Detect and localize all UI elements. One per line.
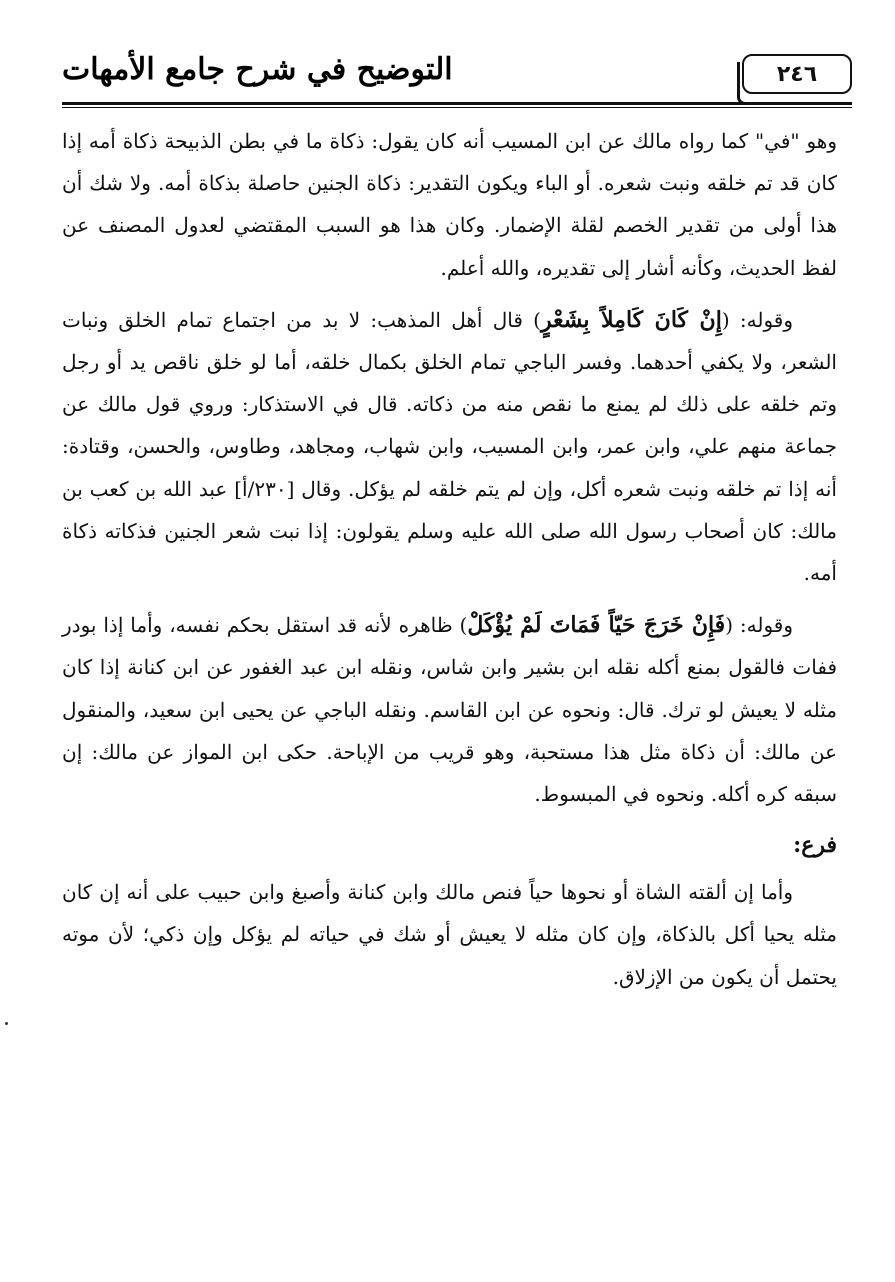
paragraph-text: ) قال أهل المذهب: لا بد من اجتماع تمام الخلق ونبات الشعر، ولا يكفي أحدهما. وفسر الباجي تمام الخلق بكمال خلقه، أما لو خلق ناقص يد أو رجل وتم خلقه على ذلك لم يمنع ما نقص منه من ذكاته. قال في الاستذكار: وروي قول مالك عن جماعة منهم علي، وابن عمر، وابن المسيب، وابن شهاب، ومجاهد، وطاوس، والحسن، وقتادة: أنه إذا تم خلقه ونبت شعره أكل، وإن لم يتم خلقه لم يؤكل. وقال [٢٣٠/أ] عبد الله بن كعب بن مالك: كان أصحاب رسول الله صلى الله عليه وسلم يقولون: إذا نبت شعر الجنين فذكاته ذكاة أمه.	[62, 307, 837, 586]
matn-quote: إِنْ كَانَ كَامِلاً بِشَعْرٍ	[540, 306, 722, 333]
scan-speck	[5, 1022, 8, 1025]
paragraph: وأما إن ألقته الشاة أو نحوها حياً فنص مالك وابن كنانة وأصبغ وابن حبيب على أنه إن كان مثله يحيا أكل بالذكاة، وإن كان مثله لا يعيش أو شك في حياته لم يؤكل وإن ذكي؛ لأن موته يحتمل أن يكون من الإزلاق.	[62, 880, 837, 989]
paragraph-lead: وقوله: (	[721, 307, 794, 332]
paragraph: وهو "في" كما رواه مالك عن ابن المسيب أنه كان يقول: ذكاة ما في بطن الذبيحة ذكاة أمه إذا كان قد تم خلقه ونبت شعره. أو الباء ويكون التقدير: ذكاة الجنين حاصلة بذكاة أمه. ولا شك أن هذا أولى من تقدير الخصم لقلة الإضمار. وكان هذا هو السبب المقتضي لعدول المصنف عن لفظ الحديث، وكأنه أشار إلى تقديره، والله أعلم.	[62, 129, 837, 280]
page-number: ٢٤٦	[742, 54, 852, 94]
paragraph-text: ) ظاهره لأنه قد استقل بحكم نفسه، وأما إذا بودر ففات فالقول بمنع أكله نقله ابن بشير وابن شاس، ونقله ابن عبد الغفور عن ابن كنانة إذا كان مثله لا يعيش لو ترك. قال: ونحوه عن ابن القاسم. ونقله الباجي عن يحيى ابن سعيد، والمنقول عن مالك: أن ذكاة مثل هذا مستحبة، وهو قريب من الإباحة. حكى ابن المواز عن مالك: إن سبقه كره أكله. ونحوه في المبسوط.	[62, 613, 837, 807]
running-title: التوضيح في شرح جامع الأمهات	[62, 52, 453, 87]
page-header	[62, 48, 852, 104]
matn-quote: فَإِنْ خَرَجَ حَيّاً فَمَاتَ لَمْ يُؤْكَلْ	[467, 612, 726, 639]
header-rule-thin	[62, 107, 852, 108]
page-body	[62, 120, 837, 1008]
paragraph-lead: وقوله: (	[725, 613, 794, 638]
header-rule	[62, 102, 852, 105]
section-heading: فرع:	[793, 832, 837, 859]
paragraph	[62, 604, 837, 815]
paragraph	[62, 299, 837, 594]
